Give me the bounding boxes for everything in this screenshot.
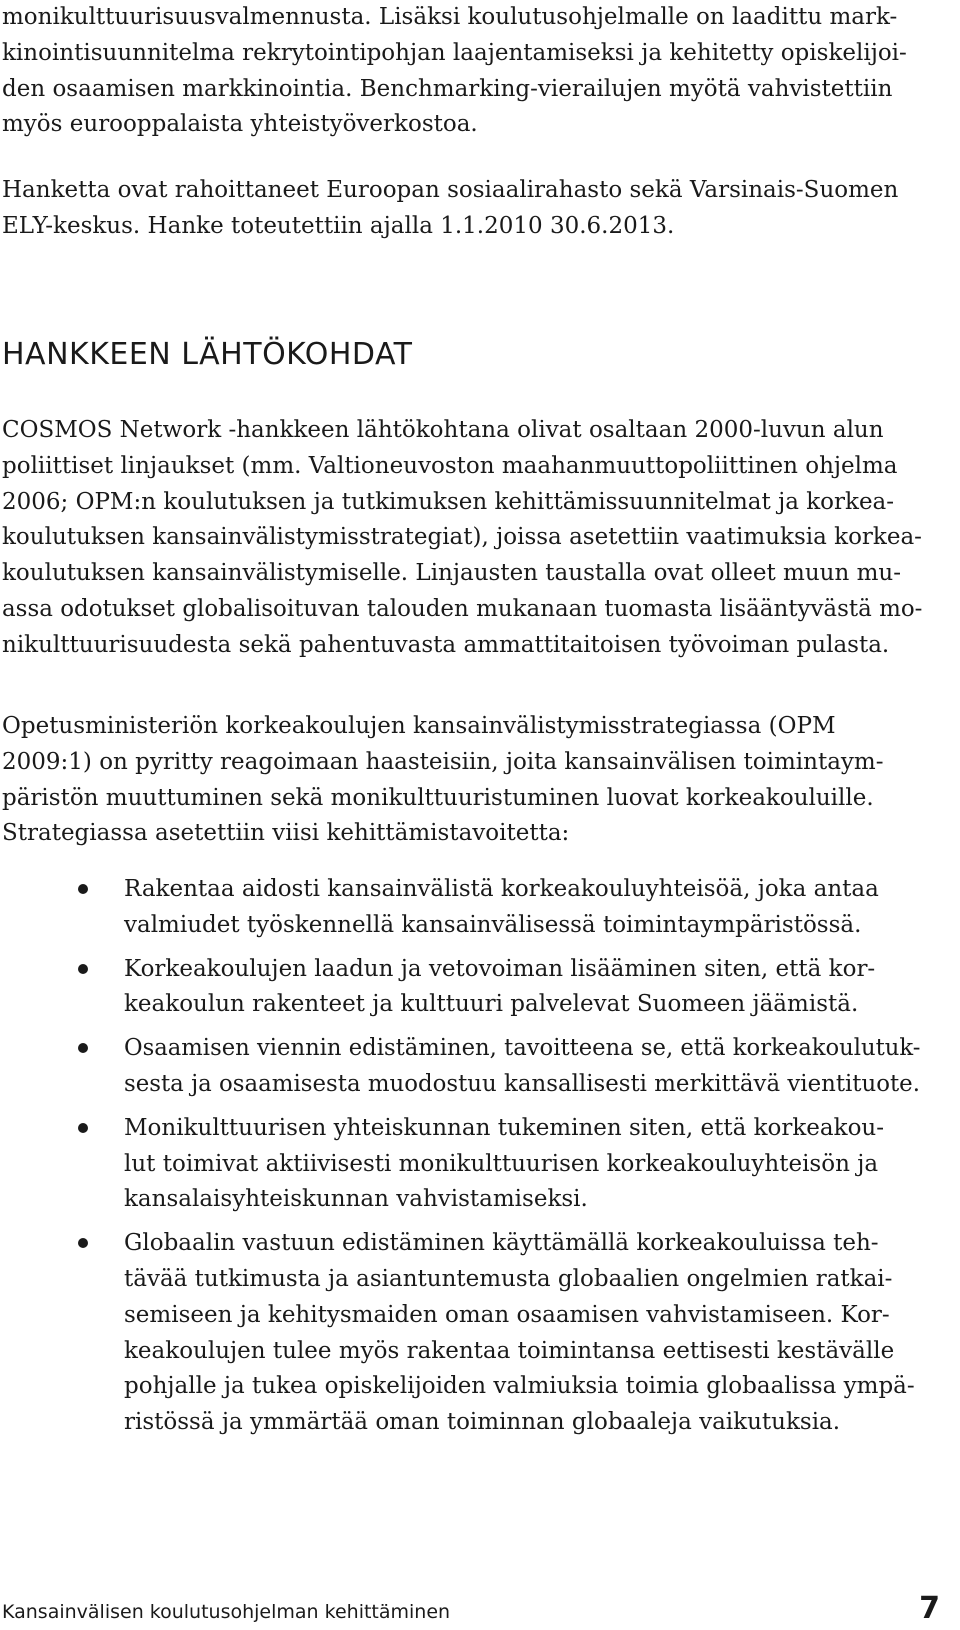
text-line: semiseen ja kehitysmaiden oman osaamisen vahvistamiseen. Kor- <box>124 1301 890 1328</box>
text-line: poliittiset linjaukset (mm. Valtioneuvoston maahanmuuttopoliittinen ohjelma <box>2 452 898 479</box>
text-line: kansalaisyhteiskunnan vahvistamiseksi. <box>124 1186 588 1213</box>
text-line: 2006; OPM:n koulutuksen ja tutkimuksen kehittämissuunnitelmat ja korkea- <box>2 488 895 515</box>
text-line: COSMOS Network -hankkeen lähtökohtana olivat osaltaan 2000-luvun alun <box>2 417 884 443</box>
section-heading: HANKKEEN LÄHTÖKOHDAT <box>2 337 413 372</box>
text-line: Strategiassa asetettiin viisi kehittämistavoitetta: <box>2 820 570 847</box>
footer-title: Kansainvälisen koulutusohjelman kehittäminen <box>2 1601 451 1623</box>
goals-list <box>0 872 960 1449</box>
intro-paragraph <box>2 0 922 143</box>
text-line: 2009:1) on pyritty reagoimaan haasteisiin, joita kansainvälisen toimintaym- <box>2 748 884 775</box>
text-line: Rakentaa aidosti kansainvälistä korkeakouluyhteisöä, joka antaa <box>124 876 879 902</box>
text-line: kinointisuunnitelma rekrytointipohjan laajentamiseksi ja kehitetty opiskelijoi- <box>2 39 907 66</box>
text-line: päristön muuttuminen sekä monikulttuuristuminen luovat korkeakouluille. <box>2 784 874 811</box>
text-line: monikulttuurisuusvalmennusta. Lisäksi koulutusohjelmalle on laadittu mark- <box>2 4 898 30</box>
text-line: myös eurooppalaista yhteistyöverkostoa. <box>2 111 478 138</box>
funding-paragraph <box>2 173 922 245</box>
text-line: Osaamisen viennin edistäminen, tavoitteena se, että korkeakoulutuk- <box>124 1035 921 1062</box>
text-line: lut toimivat aktiivisesti monikulttuurisen korkeakouluyhteisön ja <box>124 1150 879 1177</box>
text-line: valmiudet työskennellä kansainvälisessä toimintaympäristössä. <box>124 911 862 938</box>
text-line: keakoulun rakenteet ja kulttuuri palvelevat Suomeen jäämistä. <box>124 991 859 1018</box>
section-paragraph-2 <box>2 709 922 852</box>
text-line: Globaalin vastuun edistäminen käyttämällä korkeakouluissa teh- <box>124 1230 879 1257</box>
bullet-icon <box>78 964 88 974</box>
text-line: keakoulujen tulee myös rakentaa toimintansa eettisesti kestävälle <box>124 1337 895 1364</box>
bullet-icon <box>78 1123 88 1133</box>
list-item <box>0 1031 920 1103</box>
list-item <box>0 872 920 944</box>
page-number: 7 <box>919 1591 940 1626</box>
text-line: tävää tutkimusta ja asiantuntemusta globaalien ongelmien ratkai- <box>124 1265 893 1292</box>
text-line: assa odotukset globalisoituvan talouden mukanaan tuomasta lisääntyvästä mo- <box>2 595 923 622</box>
text-line: ristössä ja ymmärtää oman toiminnan globaaleja vaikutuksia. <box>124 1409 841 1436</box>
section-paragraph-1 <box>2 413 922 664</box>
list-item <box>0 952 920 1024</box>
list-item <box>0 1226 920 1441</box>
text-line: sesta ja osaamisesta muodostuu kansallisesti merkittävä vientituote. <box>124 1070 920 1097</box>
list-item <box>0 1111 920 1218</box>
text-line: Korkeakoulujen laadun ja vetovoiman lisääminen siten, että kor- <box>124 955 876 982</box>
text-line: pohjalle ja tukea opiskelijoiden valmiuksia toimia globaalissa ympä- <box>124 1373 915 1400</box>
text-line: nikulttuurisuudesta sekä pahentuvasta ammattitaitoisen työvoiman pulasta. <box>2 631 890 658</box>
text-line: Opetusministeriön korkeakoulujen kansainvälistymisstrategiassa (OPM <box>2 713 836 739</box>
text-line: ELY-keskus. Hanke toteutettiin ajalla 1.1.2010 30.6.2013. <box>2 212 675 239</box>
bullet-icon <box>78 1238 88 1248</box>
text-line: koulutuksen kansainvälistymisstrategiat), joissa asetettiin vaatimuksia korkea- <box>2 524 922 551</box>
bullet-icon <box>78 1043 88 1053</box>
bullet-icon <box>78 884 88 894</box>
text-line: koulutuksen kansainvälistymiselle. Linjausten taustalla ovat olleet muun mu- <box>2 560 901 587</box>
text-line: Hanketta ovat rahoittaneet Euroopan sosiaalirahasto sekä Varsinais-Suomen <box>2 177 899 203</box>
text-line: Monikulttuurisen yhteiskunnan tukeminen siten, että korkeakou- <box>124 1114 884 1141</box>
text-line: den osaamisen markkinointia. Benchmarking-vierailujen myötä vahvistettiin <box>2 75 893 102</box>
